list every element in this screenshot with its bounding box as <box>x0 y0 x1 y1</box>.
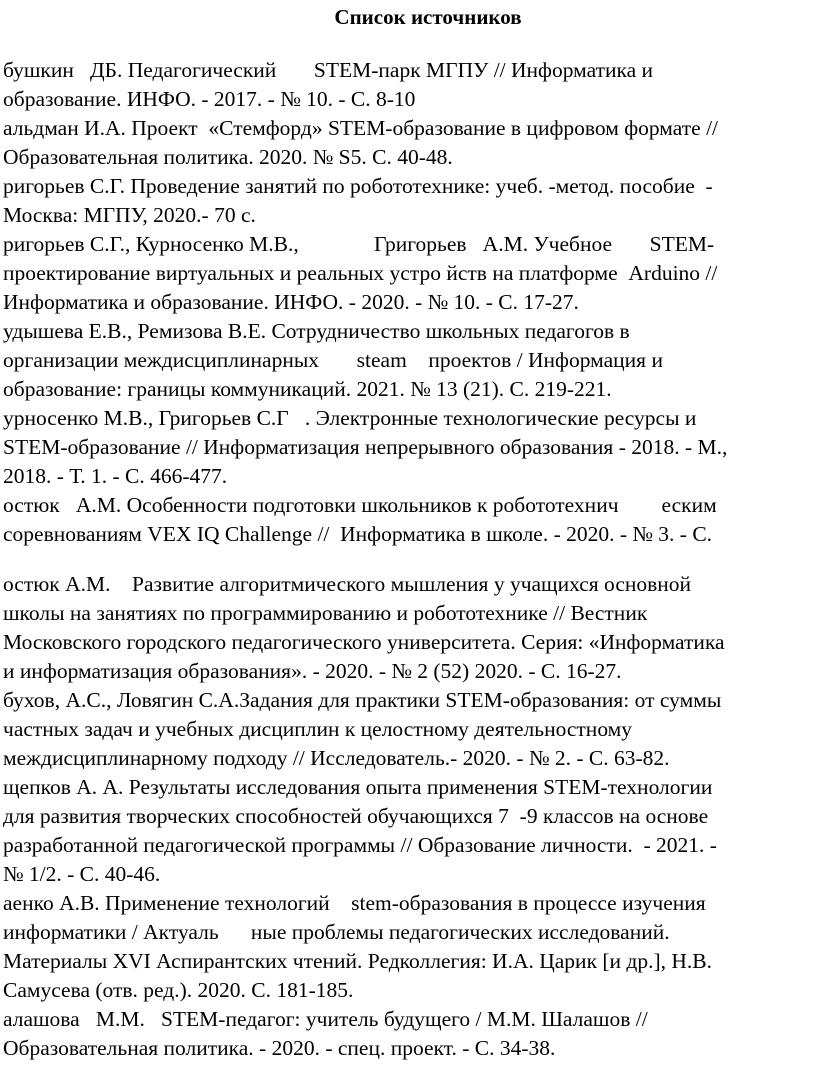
reference-line: Москва: МГПУ, 2020.- 70 с. <box>3 203 256 227</box>
reference-line: урносенко М.В., Григорьев С.Г . Электронные технологические ресурсы и <box>3 406 697 430</box>
reference-item <box>3 317 816 404</box>
reference-line: и информатизация образования». - 2020. - № 2 (52) 2020. - С. 16-27. <box>3 659 622 683</box>
reference-line: остюк А.М. Развитие алгоритмического мышления у учащихся основной <box>3 572 692 596</box>
reference-line: разработанной педагогической программы // Образование личности. - 2021. - <box>3 833 717 857</box>
page-title: Список источников <box>334 5 522 29</box>
reference-line: Образовательная политика. - 2020. - спец. проект. - С. 34-38. <box>3 1036 556 1060</box>
reference-line: ригорьев С.Г., Курносенко М.В., Григорьев А.М. Учебное STEM- <box>3 232 715 256</box>
reference-line: остюк А.М. Особенности подготовки школьников к робототехнич еским <box>3 493 717 517</box>
reference-line: бухов, А.С., Ловягин С.А.Задания для практики STEM-образования: от суммы <box>3 688 722 712</box>
reference-item <box>3 56 816 114</box>
reference-line: ригорьев С.Г. Проведение занятий по робототехнике: учеб. -метод. пособие - <box>3 174 713 198</box>
reference-line: проектирование виртуальных и реальных устро йств на платформе Arduino // <box>3 261 718 285</box>
reference-line: STEM-образование // Информатизация непрерывного образования - 2018. - М., <box>3 435 728 459</box>
reference-item <box>3 570 816 686</box>
blank-line <box>3 549 816 570</box>
reference-line: организации междисциплинарных steam проектов / Информация и <box>3 348 663 372</box>
reference-item <box>3 686 816 773</box>
reference-list <box>3 56 816 1063</box>
reference-line: 2018. - Т. 1. - С. 466-477. <box>3 464 228 488</box>
reference-line: образование: границы коммуникаций. 2021. № 13 (21). С. 219-221. <box>3 377 612 401</box>
reference-item <box>3 230 816 317</box>
reference-line: аенко А.В. Применение технологий stem-образования в процессе изучения <box>3 891 706 915</box>
reference-line: бушкин ДБ. Педагогический STEM-парк МГПУ // Информатика и <box>3 58 654 82</box>
reference-item <box>3 773 816 889</box>
reference-item <box>3 172 816 230</box>
reference-line: Московского городского педагогического университета. Серия: «Информатика <box>3 630 725 654</box>
reference-line: удышева Е.В., Ремизова В.Е. Сотрудничество школьных педагогов в <box>3 319 630 343</box>
reference-line: образование. ИНФО. - 2017. - № 10. - С. 8-10 <box>3 87 416 111</box>
reference-line: Информатика и образование. ИНФО. - 2020. - № 10. - С. 17-27. <box>3 290 579 314</box>
reference-line: частных задач и учебных дисциплин к целостному деятельностному <box>3 717 633 741</box>
reference-line: Материалы XVI Аспирантских чтений. Редколлегия: И.А. Царик [и др.], Н.В. <box>3 949 713 973</box>
reference-line: Образовательная политика. 2020. № S5. С. 40-48. <box>3 145 453 169</box>
reference-item <box>3 491 816 570</box>
reference-item <box>3 114 816 172</box>
reference-line: алашова М.М. STEM-педагог: учитель будущего / М.М. Шалашов // <box>3 1007 648 1031</box>
reference-item <box>3 1005 816 1063</box>
reference-line: школы на занятиях по программированию и робототехнике // Вестник <box>3 601 648 625</box>
reference-item <box>3 404 816 491</box>
reference-line: альдман И.А. Проект «Стемфорд» STEM-образование в цифровом формате // <box>3 116 719 140</box>
reference-line: Самусева (отв. ред.). 2020. С. 181-185. <box>3 978 354 1002</box>
reference-line: междисциплинарному подходу // Исследователь.- 2020. - № 2. - С. 63-82. <box>3 746 670 770</box>
reference-line: для развития творческих способностей обучающихся 7 -9 классов на основе <box>3 804 709 828</box>
reference-line: соревнованиям VEX IQ Challenge // Информатика в школе. - 2020. - № 3. - С. <box>3 522 713 546</box>
reference-line: щепков А. А. Результаты исследования опыта применения STEM-технологии <box>3 775 713 799</box>
reference-line: информатики / Актуаль ные проблемы педагогических исследований. <box>3 920 670 944</box>
reference-item <box>3 889 816 1005</box>
reference-line: № 1/2. - С. 40-46. <box>3 862 161 886</box>
